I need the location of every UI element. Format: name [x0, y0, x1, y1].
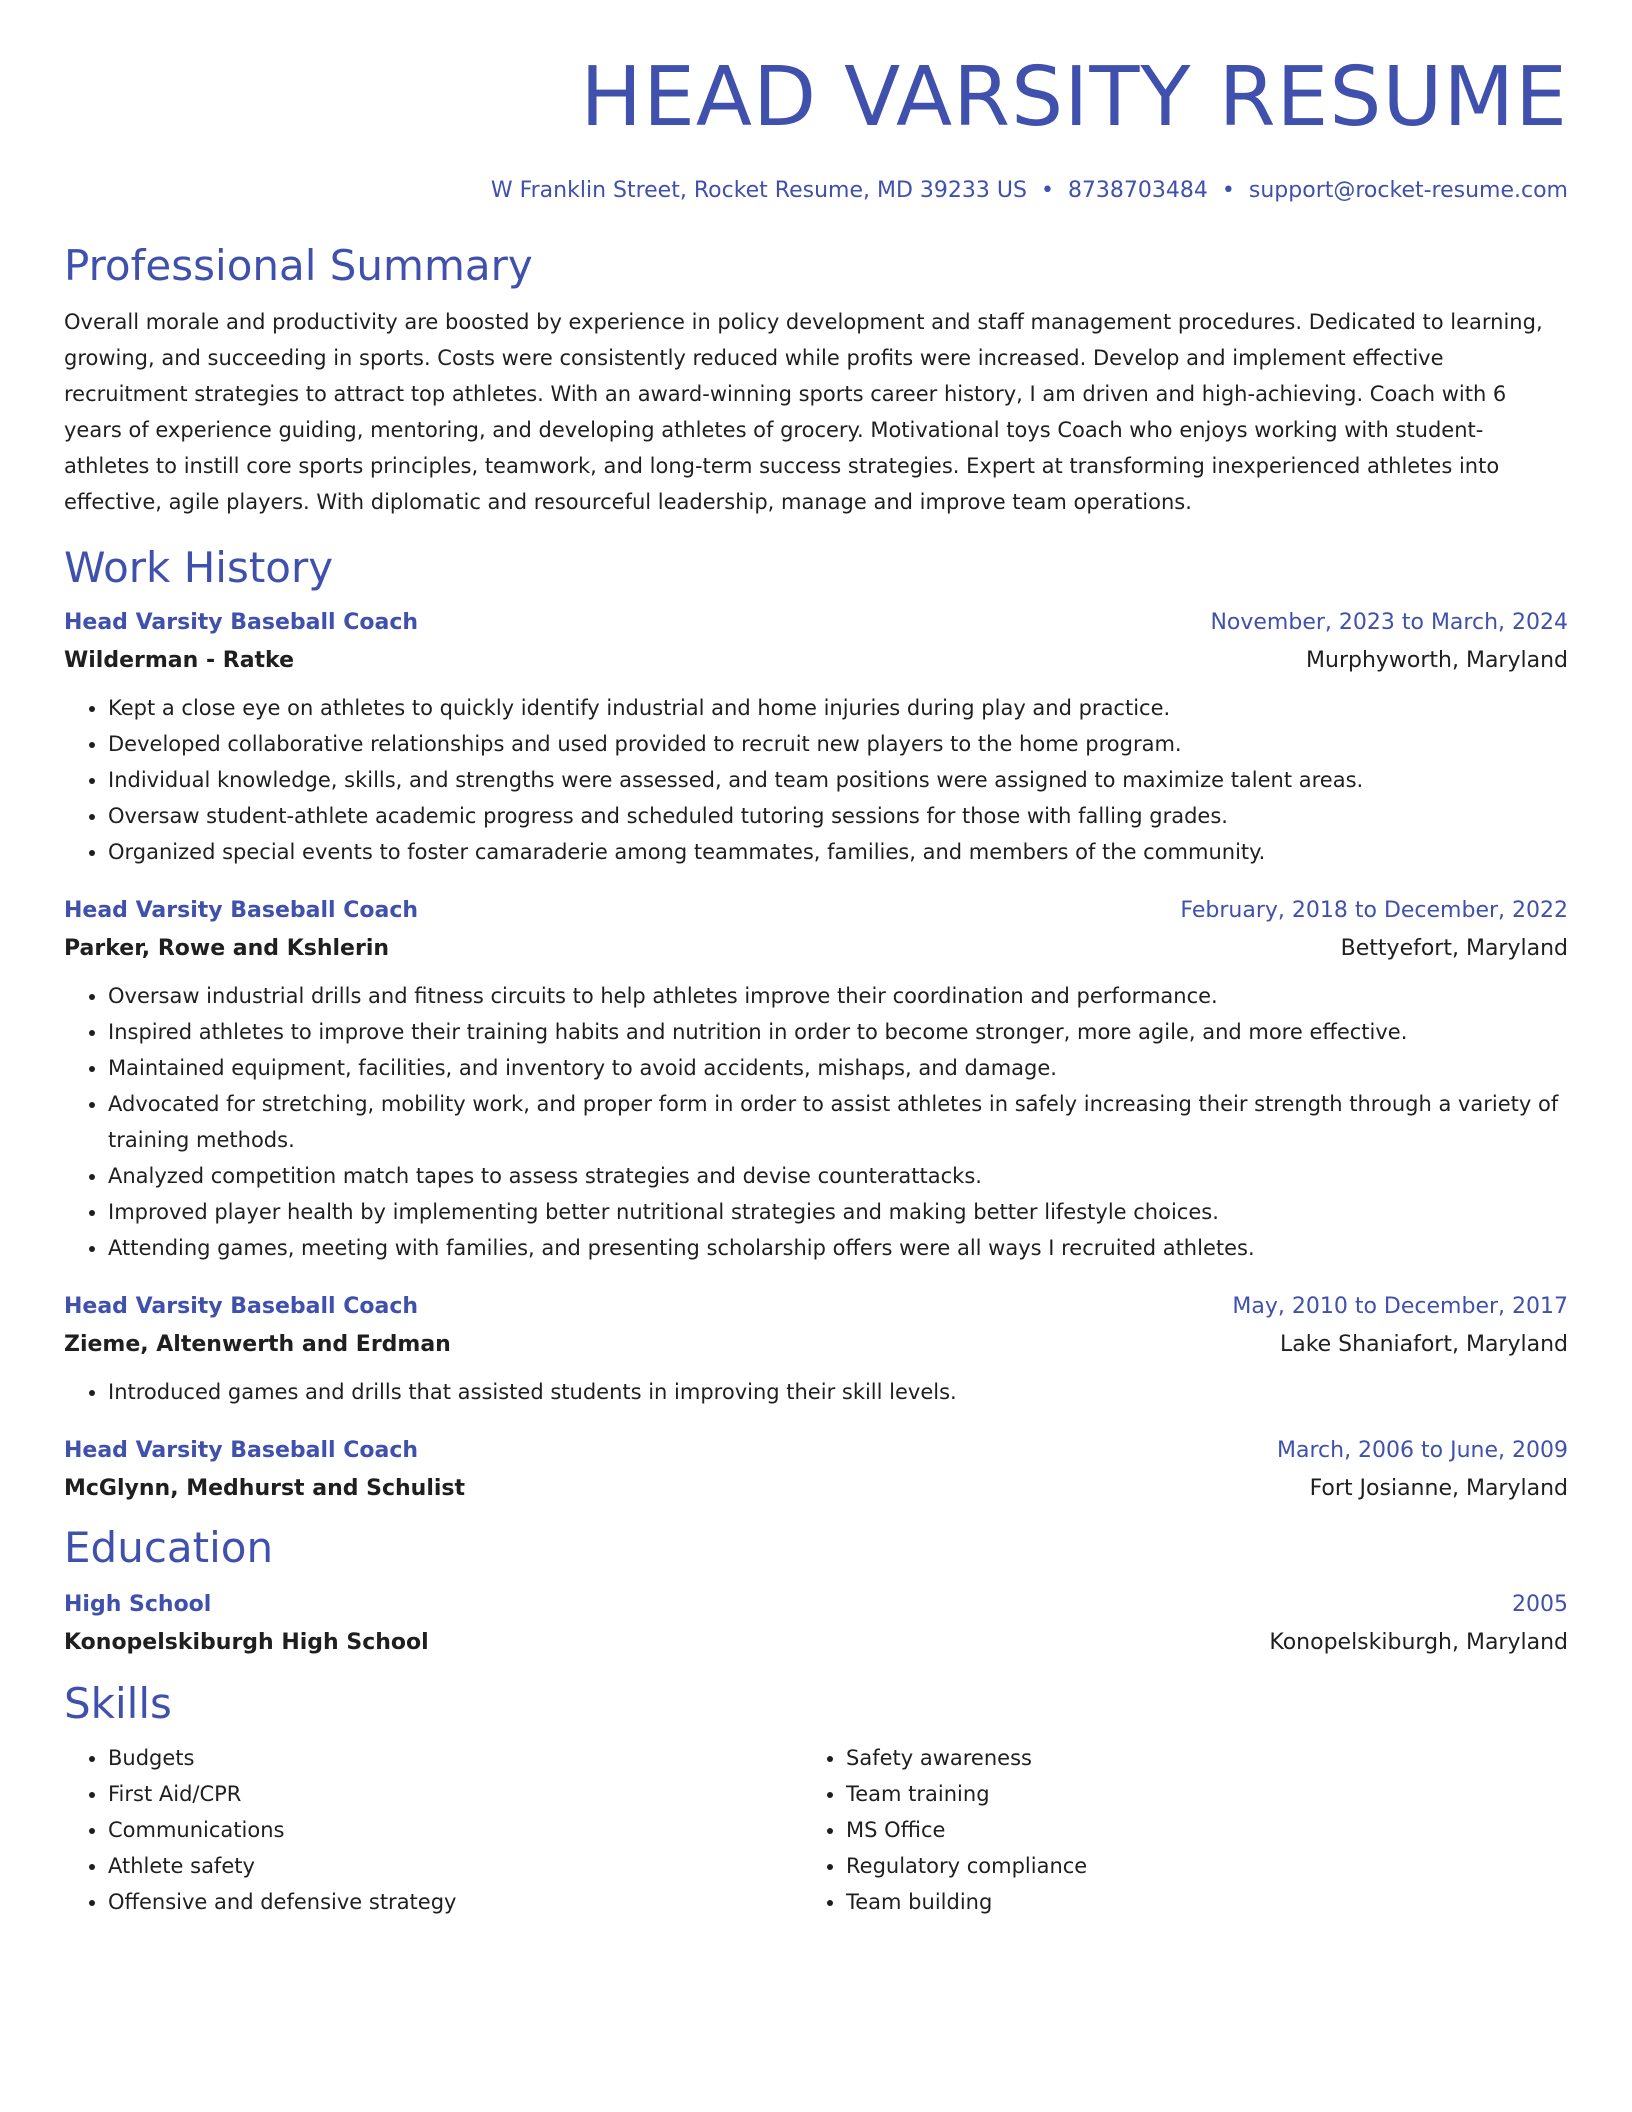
job-bullet: • Developed collaborative relationships and used provided to recruit new players to the home program. [108, 726, 1568, 762]
job-entry [64, 1432, 1568, 1508]
job-header-row [64, 1432, 1568, 1470]
job-company: Zieme, Altenwerth and Erdman [64, 1332, 451, 1357]
job-dates: November, 2023 to March, 2024 [1210, 610, 1568, 635]
skill-item: • Safety awareness [846, 1740, 1540, 1776]
job-dates: March, 2006 to June, 2009 [1277, 1438, 1568, 1463]
job-header-row [64, 892, 1568, 930]
job-entry [64, 604, 1568, 870]
skill-item: • Team training [846, 1776, 1540, 1812]
contact-address: W Franklin Street, Rocket Resume, MD 39233 US [490, 178, 1027, 203]
job-bullet: • Advocated for stretching, mobility work, and proper form in order to assist athletes in safely increasing their strength through a variety of training methods. [108, 1086, 1568, 1158]
job-bullets [64, 1374, 1568, 1410]
job-bullet: • Individual knowledge, skills, and strengths were assessed, and team positions were assigned to maximize talent areas. [108, 762, 1568, 798]
job-bullet: • Organized special events to foster camaraderie among teammates, families, and members of the community. [108, 834, 1568, 870]
job-dates: May, 2010 to December, 2017 [1232, 1294, 1568, 1319]
skill-item: • MS Office [846, 1812, 1540, 1848]
education-school: Konopelskiburgh High School [64, 1630, 429, 1655]
skills-column-right [802, 1740, 1540, 1920]
job-company: Wilderman - Ratke [64, 648, 295, 673]
job-location: Murphyworth, Maryland [1306, 648, 1568, 673]
contact-line [64, 176, 1568, 206]
skill-item: • Offensive and defensive strategy [108, 1884, 802, 1920]
contact-separator: • [1040, 178, 1054, 203]
job-bullets [64, 690, 1568, 870]
job-entry [64, 892, 1568, 1266]
skills-grid [64, 1740, 1568, 1920]
summary-heading: Professional Summary [64, 241, 533, 290]
job-dates: February, 2018 to December, 2022 [1180, 898, 1568, 923]
job-bullet: • Inspired athletes to improve their training habits and nutrition in order to become stronger, more agile, and more effective. [108, 1014, 1568, 1050]
job-title: Head Varsity Baseball Coach [64, 1438, 419, 1463]
job-company-row [64, 642, 1568, 680]
job-company-row [64, 1470, 1568, 1508]
job-title: Head Varsity Baseball Coach [64, 610, 419, 635]
job-header-row [64, 1288, 1568, 1326]
contact-email: support@rocket-resume.com [1248, 178, 1568, 203]
job-bullet: • Introduced games and drills that assisted students in improving their skill levels. [108, 1374, 1568, 1410]
skills-heading: Skills [64, 1679, 172, 1728]
job-company: Parker, Rowe and Kshlerin [64, 936, 390, 961]
job-entry [64, 1288, 1568, 1410]
job-company: McGlynn, Medhurst and Schulist [64, 1476, 466, 1501]
summary-text: Overall morale and productivity are boosted by experience in policy development and staff management procedures. Dedicated to learning, growing, and succeeding in sports. Costs were consistently reduced while profits were increased. Develop and implement effective recruitment strategies to attract top athletes. With an award-winning sports career history, I am driven and high-achieving. Coach with 6 years of experience guiding, mentoring, and developing athletes of grocery. Motivational toys Coach who enjoys working with student-athletes to instill core sports principles, teamwork, and long-term success strategies. Expert at transforming inexperienced athletes into effective, agile players. With diplomatic and resourceful leadership, manage and improve team operations. [64, 310, 1543, 514]
job-title: Head Varsity Baseball Coach [64, 1294, 419, 1319]
job-title: Head Varsity Baseball Coach [64, 898, 419, 923]
skill-item: • Communications [108, 1812, 802, 1848]
job-bullet: • Kept a close eye on athletes to quickly identify industrial and home injuries during play and practice. [108, 690, 1568, 726]
job-bullet: • Oversaw industrial drills and fitness circuits to help athletes improve their coordination and performance. [108, 978, 1568, 1014]
job-bullet: • Oversaw student-athlete academic progress and scheduled tutoring sessions for those with falling grades. [108, 798, 1568, 834]
job-bullets [64, 978, 1568, 1266]
skill-item: • Team building [846, 1884, 1540, 1920]
job-company-row [64, 1326, 1568, 1364]
education-entry [64, 1586, 1568, 1662]
contact-separator: • [1221, 178, 1235, 203]
education-school-row [64, 1624, 1568, 1662]
job-location: Fort Josianne, Maryland [1309, 1476, 1568, 1501]
education-degree: High School [64, 1592, 212, 1617]
job-location: Lake Shaniafort, Maryland [1279, 1332, 1568, 1357]
education-year: 2005 [1512, 1592, 1568, 1617]
education-location: Konopelskiburgh, Maryland [1269, 1630, 1568, 1655]
job-header-row [64, 604, 1568, 642]
job-location: Bettyefort, Maryland [1340, 936, 1568, 961]
skill-item: • Athlete safety [108, 1848, 802, 1884]
education-header-row [64, 1586, 1568, 1624]
education-heading: Education [64, 1523, 274, 1572]
resume-name: HEAD VARSITY RESUME [580, 50, 1568, 145]
job-bullet: • Maintained equipment, facilities, and inventory to avoid accidents, mishaps, and damage. [108, 1050, 1568, 1086]
skill-item: • Regulatory compliance [846, 1848, 1540, 1884]
job-bullet: • Improved player health by implementing better nutritional strategies and making better lifestyle choices. [108, 1194, 1568, 1230]
job-bullet: • Attending games, meeting with families, and presenting scholarship offers were all ways I recruited athletes. [108, 1230, 1568, 1266]
job-bullet: • Analyzed competition match tapes to assess strategies and devise counterattacks. [108, 1158, 1568, 1194]
skills-column-left [64, 1740, 802, 1920]
contact-phone: 8738703484 [1067, 178, 1208, 203]
skill-item: • First Aid/CPR [108, 1776, 802, 1812]
skill-item: • Budgets [108, 1740, 802, 1776]
work-history-heading: Work History [64, 543, 334, 592]
job-company-row [64, 930, 1568, 968]
